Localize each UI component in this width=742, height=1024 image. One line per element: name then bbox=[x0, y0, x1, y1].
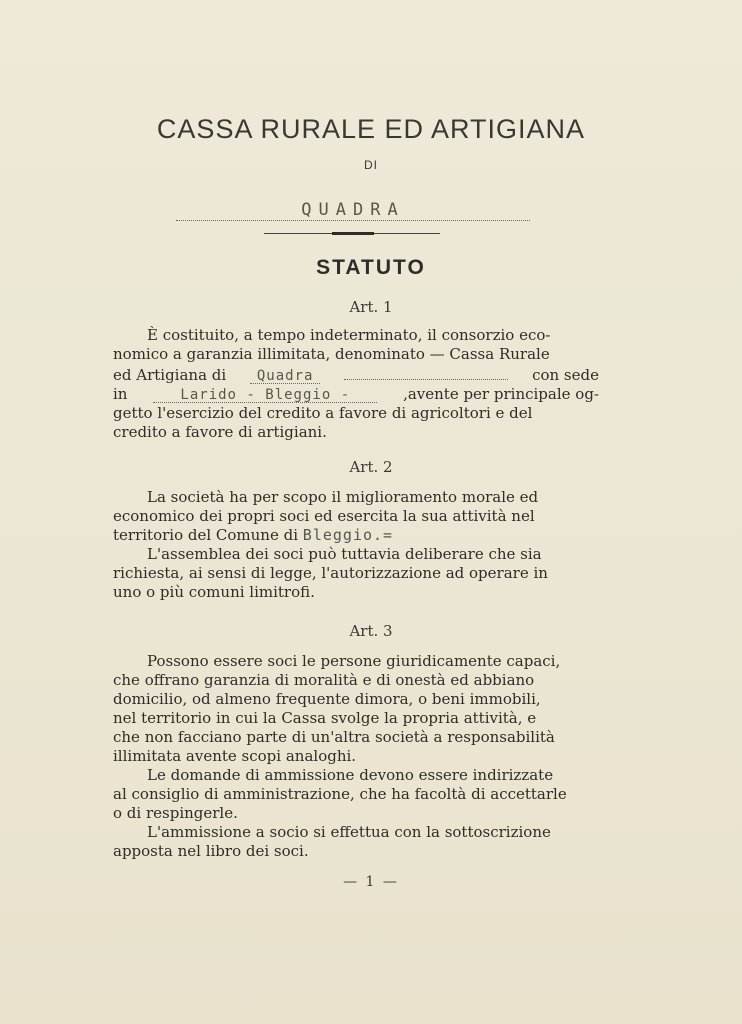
art-1-text bbox=[113, 326, 599, 442]
comune-fill: Bleggio.= bbox=[302, 526, 394, 544]
text-line: ed Artigiana di Quadra con sede bbox=[113, 366, 599, 384]
art-2-text bbox=[113, 488, 599, 602]
text-line: illimitata avente scopi analoghi. bbox=[113, 747, 357, 765]
text-line: apposta nel libro dei soci. bbox=[113, 842, 309, 860]
text-line: al consiglio di amministrazione, che ha facoltà di accettarle bbox=[113, 785, 567, 803]
seat-fill: Larido - Bleggio - bbox=[180, 387, 351, 403]
text-line: nel territorio in cui la Cassa svolge la propria attività, e bbox=[113, 709, 537, 727]
text-line: che non facciano parte di un'altra società a responsabilità bbox=[113, 728, 555, 746]
place-fill-line bbox=[176, 200, 530, 221]
text-line: domicilio, od almeno frequente dimora, o beni immobili, bbox=[113, 690, 541, 708]
text-line: territorio del Comune di Bleggio.= bbox=[113, 526, 394, 544]
text-line: L'assemblea dei soci può tuttavia deliberare che sia bbox=[147, 545, 542, 563]
art-2-heading: Art. 2 bbox=[349, 458, 393, 476]
text-line: Le domande di ammissione devono essere indirizzate bbox=[147, 766, 554, 784]
text-line: Possono essere soci le persone giuridicamente capaci, bbox=[147, 652, 561, 670]
text-line: nomico a garanzia illimitata, denominato — Cassa Rurale bbox=[113, 345, 550, 363]
art-3-heading: Art. 3 bbox=[349, 622, 393, 640]
text-line: La società ha per scopo il miglioramento morale ed bbox=[147, 488, 539, 506]
institution-title: CASSA RURALE ED ARTIGIANA bbox=[156, 114, 586, 144]
text-line: che offrano garanzia di moralità e di onestà ed abbiano bbox=[113, 671, 535, 689]
text-line: richiesta, ai sensi di legge, l'autorizzazione ad operare in bbox=[113, 564, 548, 582]
text-line: L'ammissione a socio si effettua con la sottoscrizione bbox=[147, 823, 551, 841]
text-line: credito a favore di artigiani. bbox=[113, 423, 327, 441]
divider-rule-center bbox=[332, 232, 374, 235]
place-name: QUADRA bbox=[301, 200, 405, 220]
text-line: o di respingerle. bbox=[113, 804, 238, 822]
text-line: uno o più comuni limitrofi. bbox=[113, 583, 315, 601]
art-3-text bbox=[113, 652, 599, 861]
page-number: — 1 — bbox=[343, 874, 399, 890]
title-di: DI bbox=[364, 158, 378, 172]
text-line: economico dei propri soci ed esercita la sua attività nel bbox=[113, 507, 535, 525]
document-title: STATUTO bbox=[316, 256, 426, 279]
text-line: È costituito, a tempo indeterminato, il consorzio eco- bbox=[147, 326, 551, 344]
text-line: in Larido - Bleggio - ,avente per principale og- bbox=[113, 385, 599, 403]
member-name-fill: Quadra bbox=[256, 368, 314, 384]
text-line: getto l'esercizio del credito a favore di agricoltori e del bbox=[113, 404, 533, 422]
art-1-heading: Art. 1 bbox=[349, 298, 393, 316]
